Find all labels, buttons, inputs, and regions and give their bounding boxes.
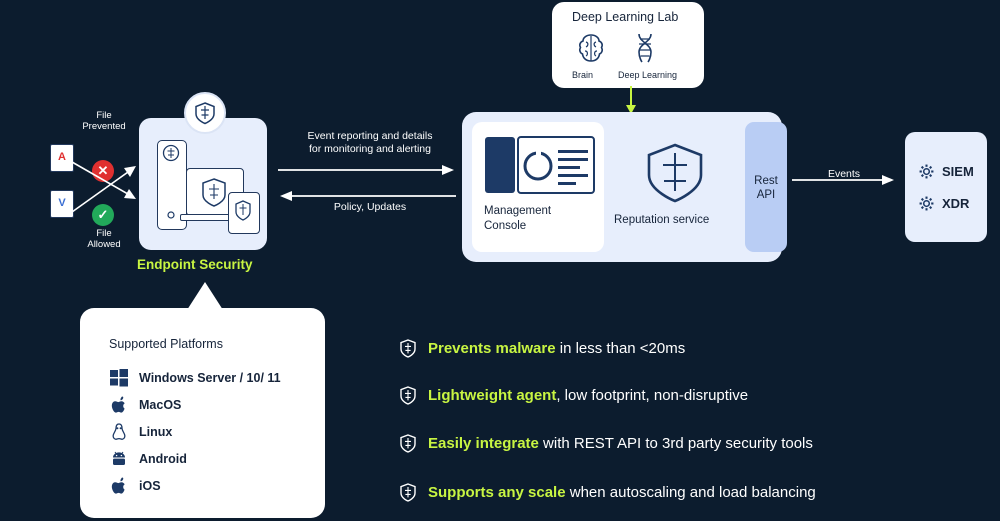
windows-icon <box>109 368 129 388</box>
feature-rest-2: with REST API to 3rd party security tools <box>538 435 813 452</box>
arrow-event-reporting <box>278 162 456 178</box>
platform-label-ios: iOS <box>139 479 161 493</box>
apple-icon <box>109 395 129 415</box>
platform-label-android: Android <box>139 452 187 466</box>
feature-item-2 <box>400 434 813 453</box>
management-console-card <box>472 122 604 252</box>
shield-brain-icon <box>184 92 226 134</box>
platform-row-linux[interactable] <box>109 419 172 445</box>
device-tablet-icon <box>228 192 260 234</box>
endpoint-security-label: Endpoint Security <box>137 257 253 272</box>
feature-rest-1: , low footprint, non-disruptive <box>556 387 749 404</box>
rest-api-label: Rest API <box>754 175 778 201</box>
feature-highlight-1: Lightweight agent <box>428 387 557 404</box>
integration-row-xdr[interactable] <box>919 196 969 211</box>
integration-label-xdr: XDR <box>942 196 970 211</box>
shield-icon <box>400 483 416 502</box>
integrations-box <box>905 132 987 242</box>
reputation-shield-icon <box>645 143 705 205</box>
feature-text-1 <box>428 387 748 404</box>
platform-row-android[interactable] <box>109 446 187 472</box>
integration-row-siem[interactable] <box>919 164 974 179</box>
deep-learning-lab-item-label-1: Deep Learning <box>618 70 678 80</box>
feature-text-0 <box>428 340 685 357</box>
rest-api-block <box>745 122 787 252</box>
file-prevented-label: File Prevented <box>82 110 126 132</box>
gear-icon <box>919 196 934 211</box>
x-icon: ✕ <box>92 160 114 182</box>
platform-row-windows[interactable] <box>109 365 281 391</box>
feature-item-3 <box>400 483 816 502</box>
integration-label-siem: SIEM <box>942 164 974 179</box>
deep-learning-lab-item-label-0: Brain <box>572 70 594 80</box>
feature-highlight-3: Supports any scale <box>428 484 566 501</box>
policy-updates-label: Policy, Updates <box>333 201 407 213</box>
deep-learning-lab-title: Deep Learning Lab <box>572 10 679 24</box>
shield-icon <box>400 386 416 405</box>
feature-rest-3: when autoscaling and load balancing <box>565 484 816 501</box>
gear-icon <box>919 164 934 179</box>
feature-item-0 <box>400 339 685 358</box>
reputation-service-label: Reputation service <box>614 214 710 226</box>
feature-highlight-2: Easily integrate <box>428 435 539 452</box>
supported-platforms-title: Supported Platforms <box>109 337 223 351</box>
apple-icon <box>109 476 129 496</box>
file-allowed-label: File Allowed <box>87 228 121 250</box>
feature-item-1 <box>400 386 748 405</box>
shield-icon <box>400 434 416 453</box>
feature-text-2 <box>428 435 813 452</box>
platform-row-ios[interactable] <box>109 473 161 499</box>
management-console-label: Management Console <box>484 205 552 232</box>
check-icon: ✓ <box>92 204 114 226</box>
deep-learning-lab-card <box>552 2 704 88</box>
events-label: Events <box>827 168 861 180</box>
dna-icon <box>630 32 660 64</box>
arrows-files-to-endpoint <box>60 150 142 220</box>
platform-label-macos: MacOS <box>139 398 182 412</box>
shield-icon <box>400 339 416 358</box>
android-icon <box>109 449 129 469</box>
supported-platforms-panel <box>80 308 325 518</box>
management-console-icon <box>484 136 596 198</box>
feature-rest-0: in less than <20ms <box>555 340 686 357</box>
platform-label-linux: Linux <box>139 425 173 439</box>
event-reporting-label: Event reporting and details for monitoring and alerting <box>307 130 433 155</box>
feature-text-3 <box>428 484 816 501</box>
platform-row-macos[interactable] <box>109 392 181 418</box>
linux-icon <box>109 422 129 442</box>
feature-highlight-0: Prevents malware <box>428 340 556 357</box>
file-prevented-letter: A <box>58 151 66 163</box>
brain-icon <box>576 32 606 64</box>
file-allowed-letter: V <box>58 197 66 209</box>
platform-label-windows: Windows Server / 10/ 11 <box>139 371 281 385</box>
